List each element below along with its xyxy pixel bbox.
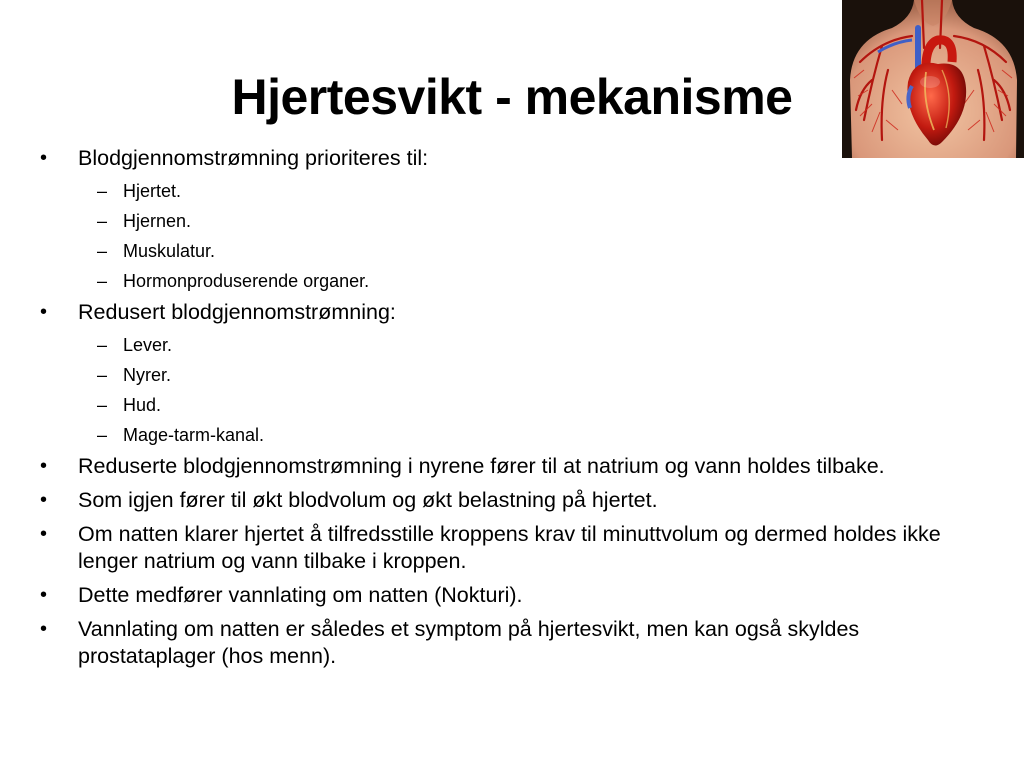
bullet-glyph: • bbox=[40, 584, 48, 606]
dash-glyph: – bbox=[97, 271, 108, 291]
sub-bullet-item bbox=[37, 179, 992, 203]
bullet-item bbox=[37, 616, 992, 670]
heart-anatomy-icon bbox=[842, 0, 1024, 158]
bullet-item bbox=[37, 582, 992, 609]
bullet-glyph: • bbox=[40, 147, 48, 169]
bullet-text: Dette medfører vannlating om natten (Nokturi). bbox=[78, 583, 523, 607]
bullet-glyph: • bbox=[40, 618, 48, 640]
sub-bullet-text: Hjernen. bbox=[123, 211, 192, 231]
dash-glyph: – bbox=[97, 425, 108, 445]
sub-bullet-item bbox=[37, 239, 992, 263]
sub-bullet-text: Mage-tarm-kanal. bbox=[123, 425, 265, 445]
bullet-glyph: • bbox=[40, 489, 48, 511]
dash-glyph: – bbox=[97, 335, 108, 355]
bullet-text: Redusert blodgjennomstrømning: bbox=[78, 300, 396, 324]
sub-bullet-item bbox=[37, 269, 992, 293]
bullet-text: Om natten klarer hjertet å tilfredsstille kroppens krav til minuttvolum og dermed holdes ikke lenger natrium og vann tilbake i kroppen. bbox=[78, 522, 941, 573]
sub-bullet-text: Muskulatur. bbox=[123, 241, 216, 261]
bullet-item bbox=[37, 145, 992, 172]
sub-bullet-text: Hjertet. bbox=[123, 181, 182, 201]
dash-glyph: – bbox=[97, 181, 108, 201]
bullet-text: Blodgjennomstrømning prioriteres til: bbox=[78, 146, 429, 170]
bullet-glyph: • bbox=[40, 455, 48, 477]
bullet-glyph: • bbox=[40, 301, 48, 323]
bullet-text: Som igjen fører til økt blodvolum og økt belastning på hjertet. bbox=[78, 488, 658, 512]
sub-bullet-item bbox=[37, 363, 992, 387]
bullet-item bbox=[37, 521, 992, 575]
bullet-item bbox=[37, 453, 992, 480]
dash-glyph: – bbox=[97, 365, 108, 385]
dash-glyph: – bbox=[97, 241, 108, 261]
heart-anatomy-image bbox=[842, 0, 1024, 158]
sub-bullet-item bbox=[37, 209, 992, 233]
bullet-list bbox=[37, 145, 992, 677]
sub-bullet-text: Nyrer. bbox=[123, 365, 172, 385]
bullet-glyph: • bbox=[40, 523, 48, 545]
sub-bullet-text: Hormonproduserende organer. bbox=[123, 271, 370, 291]
sub-bullet-item bbox=[37, 333, 992, 357]
bullet-text: Vannlating om natten er således et symptom på hjertesvikt, men kan også skyldes prostataplager (hos menn). bbox=[78, 617, 860, 668]
dash-glyph: – bbox=[97, 211, 108, 231]
bullet-item bbox=[37, 487, 992, 514]
bullet-text: Reduserte blodgjennomstrømning i nyrene fører til at natrium og vann holdes tilbake. bbox=[78, 454, 885, 478]
sub-bullet-item bbox=[37, 393, 992, 417]
sub-bullet-text: Lever. bbox=[123, 335, 173, 355]
dash-glyph: – bbox=[97, 395, 108, 415]
slide-title: Hjertesvikt - mekanisme bbox=[231, 69, 793, 125]
sub-bullet-item bbox=[37, 423, 992, 447]
sub-bullet-text: Hud. bbox=[123, 395, 162, 415]
bullet-item bbox=[37, 299, 992, 326]
